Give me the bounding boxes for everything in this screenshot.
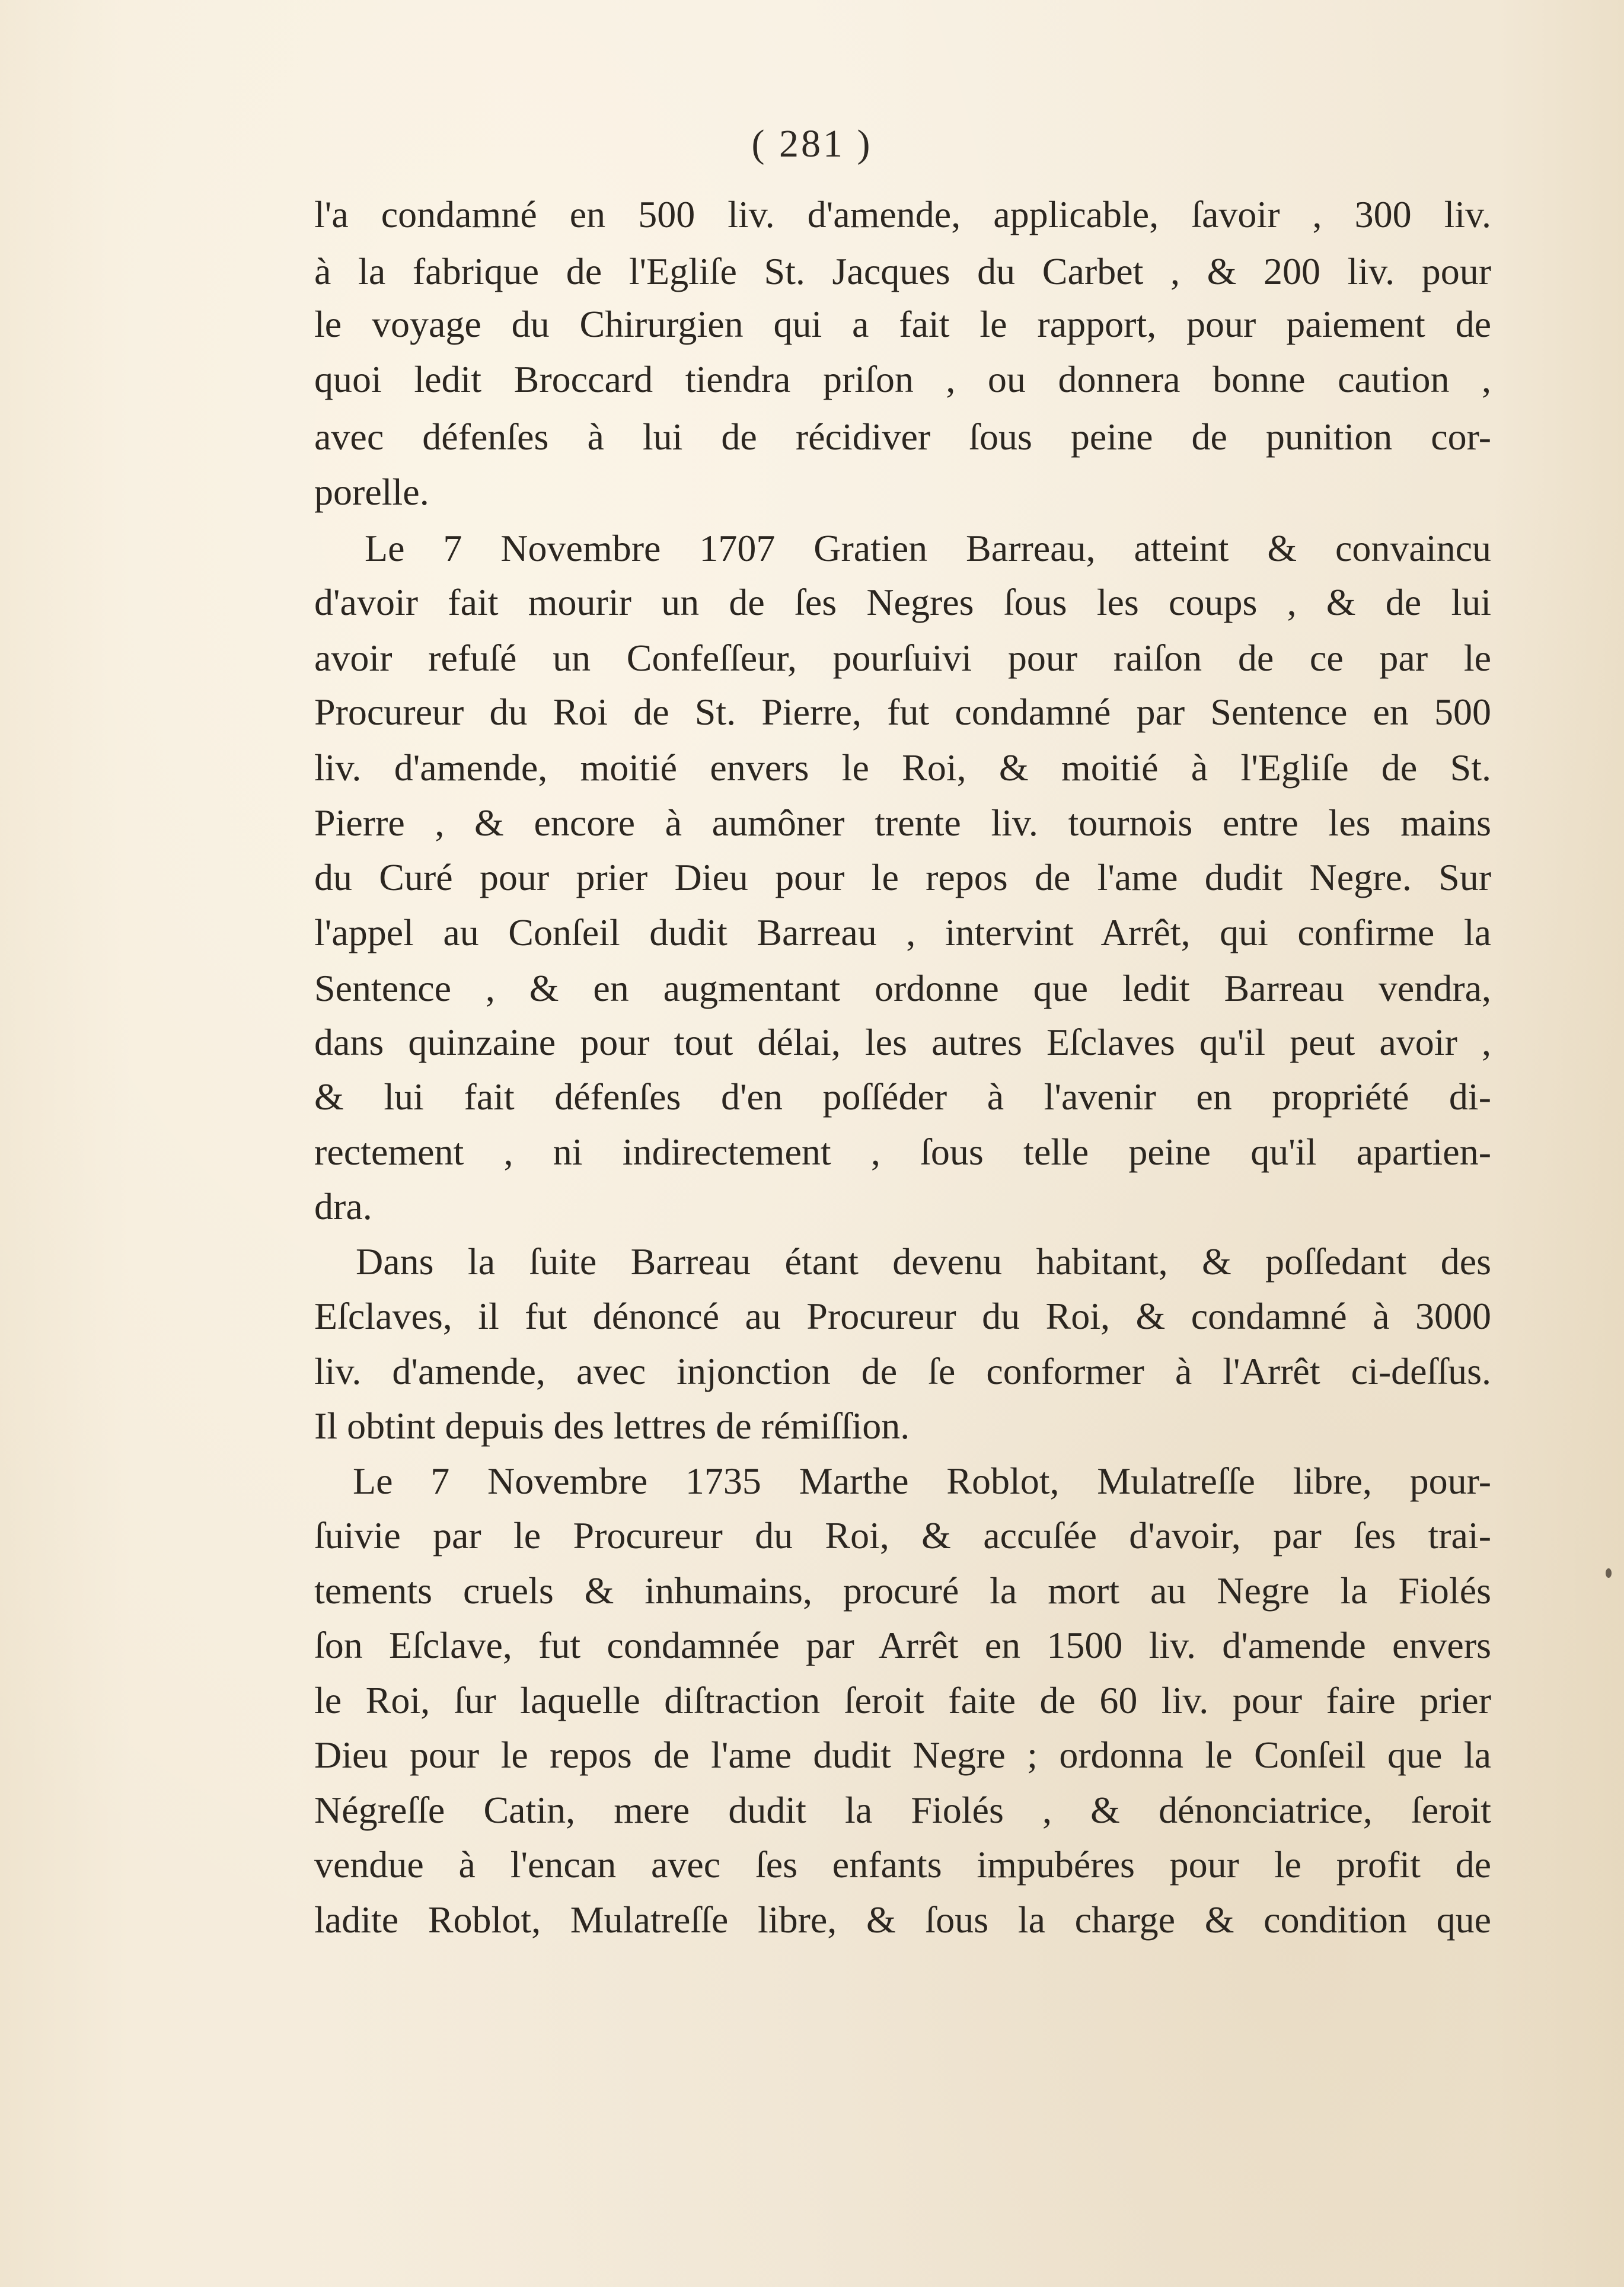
ink-spot [1606, 1568, 1612, 1578]
text-line: & lui fait défenſes d'en poſſéder à l'avenir en propriété di- [314, 1076, 1491, 1118]
page-number: ( 281 ) [751, 122, 873, 165]
text-line: ladite Roblot, Mulatreſſe libre, & ſous la charge & condition que [314, 1899, 1491, 1941]
text-line: Sentence , & en augmentant ordonne que ledit Barreau vendra, [314, 967, 1491, 1009]
text-line: Le 7 Novembre 1735 Marthe Roblot, Mulatreſſe libre, pour- [353, 1460, 1491, 1502]
text-line: avoir refuſé un Confeſſeur, pourſuivi pour raiſon de ce par le [314, 637, 1491, 679]
text-line: Il obtint depuis des lettres de rémiſſion. [314, 1405, 910, 1447]
text-line: le voyage du Chirurgien qui a fait le rapport, pour paiement de [314, 303, 1491, 345]
text-line: porelle. [314, 471, 429, 513]
text-line: Dieu pour le repos de l'ame dudit Negre ; ordonna le Conſeil que la [314, 1734, 1491, 1776]
text-line: ſon Eſclave, fut condamnée par Arrêt en 1500 liv. d'amende envers [314, 1624, 1491, 1666]
text-line: du Curé pour prier Dieu pour le repos de l'ame dudit Negre. Sur [314, 856, 1491, 898]
text-line: dra. [314, 1185, 372, 1227]
text-line: Le 7 Novembre 1707 Gratien Barreau, atteint & convaincu [365, 527, 1491, 569]
text-line: Eſclaves, il fut dénoncé au Procureur du Roi, & condamné à 3000 [314, 1295, 1491, 1337]
text-line: ſuivie par le Procureur du Roi, & accuſée d'avoir, par ſes trai- [314, 1514, 1491, 1556]
text-line: liv. d'amende, avec injonction de ſe conformer à l'Arrêt ci-deſſus. [314, 1350, 1491, 1392]
text-line: Procureur du Roi de St. Pierre, fut condamné par Sentence en 500 [314, 691, 1491, 733]
text-line: l'a condamné en 500 liv. d'amende, applicable, ſavoir , 300 liv. [314, 193, 1491, 235]
text-line: rectement , ni indirectement , ſous telle peine qu'il apartien- [314, 1131, 1491, 1173]
text-line: à la fabrique de l'Egliſe St. Jacques du Carbet , & 200 liv. pour [314, 250, 1491, 292]
text-line: d'avoir fait mourir un de ſes Negres ſous les coups , & de lui [314, 581, 1491, 623]
text-line: liv. d'amende, moitié envers le Roi, & moitié à l'Egliſe de St. [314, 747, 1491, 789]
text-line: Dans la ſuite Barreau étant devenu habitant, & poſſedant des [356, 1240, 1491, 1283]
text-line: l'appel au Conſeil dudit Barreau , intervint Arrêt, qui confirme la [314, 911, 1491, 953]
text-line: vendue à l'encan avec ſes enfants impubéres pour le profit de [314, 1843, 1491, 1886]
text-line: Pierre , & encore à aumôner trente liv. tournois entre les mains [314, 802, 1491, 844]
text-line: tements cruels & inhumains, procuré la mort au Negre la Fiolés [314, 1570, 1491, 1612]
text-line: dans quinzaine pour tout délai, les autres Eſclaves qu'il peut avoir , [314, 1021, 1491, 1063]
text-line: le Roi, ſur laquelle diſtraction ſeroit faite de 60 liv. pour faire prier [314, 1679, 1491, 1721]
text-line: quoi ledit Broccard tiendra priſon , ou donnera bonne caution , [314, 358, 1491, 400]
text-line: Négreſſe Catin, mere dudit la Fiolés , & dénonciatrice, ſeroit [314, 1789, 1491, 1831]
text-line: avec défenſes à lui de récidiver ſous peine de punition cor- [314, 416, 1491, 458]
